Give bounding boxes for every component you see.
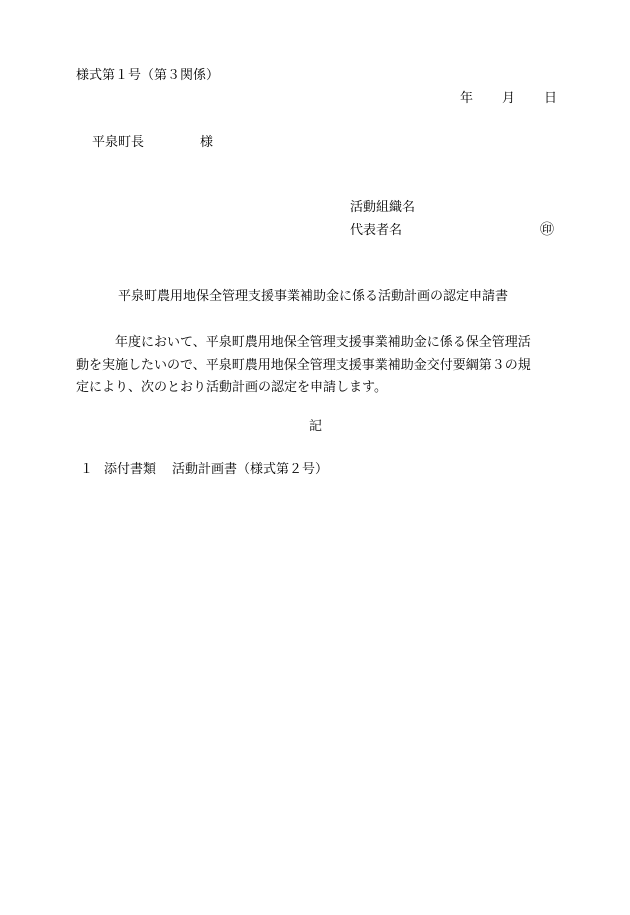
- attachment-label: 添付書類: [104, 462, 157, 477]
- body-line-2: 動を実施したいので、平泉町農用地保全管理支援事業補助金交付要綱第３の規: [76, 357, 531, 373]
- attachment-number: １: [80, 462, 94, 477]
- body-line-3: 定により、次のとおり活動計画の認定を申請します。: [76, 380, 387, 395]
- date-year-label: 年: [460, 91, 474, 106]
- document-title: 平泉町農用地保全管理支援事業補助金に係る活動計画の認定申請書: [118, 289, 509, 304]
- date-day-label: 日: [544, 91, 558, 106]
- body-paragraph: [76, 332, 556, 400]
- form-number: 様式第１号（第３関係）: [76, 68, 220, 83]
- seal-icon: ㊞: [540, 222, 554, 238]
- addressee: [92, 136, 213, 149]
- addressee-name: 平泉町長: [92, 135, 145, 150]
- body-line-1: 年度において、平泉町農用地保全管理支援事業補助金に係る保全管理活: [115, 335, 531, 350]
- date-line: [460, 92, 557, 105]
- attachment-item: [80, 463, 328, 476]
- ki-heading: 記: [309, 419, 323, 434]
- date-month-label: 月: [502, 91, 516, 106]
- organization-name-label: 活動組織名: [350, 200, 416, 215]
- addressee-honorific: 様: [200, 135, 214, 150]
- attachment-value: 活動計画書（様式第２号）: [172, 462, 329, 477]
- representative-name-label: 代表者名: [350, 223, 403, 238]
